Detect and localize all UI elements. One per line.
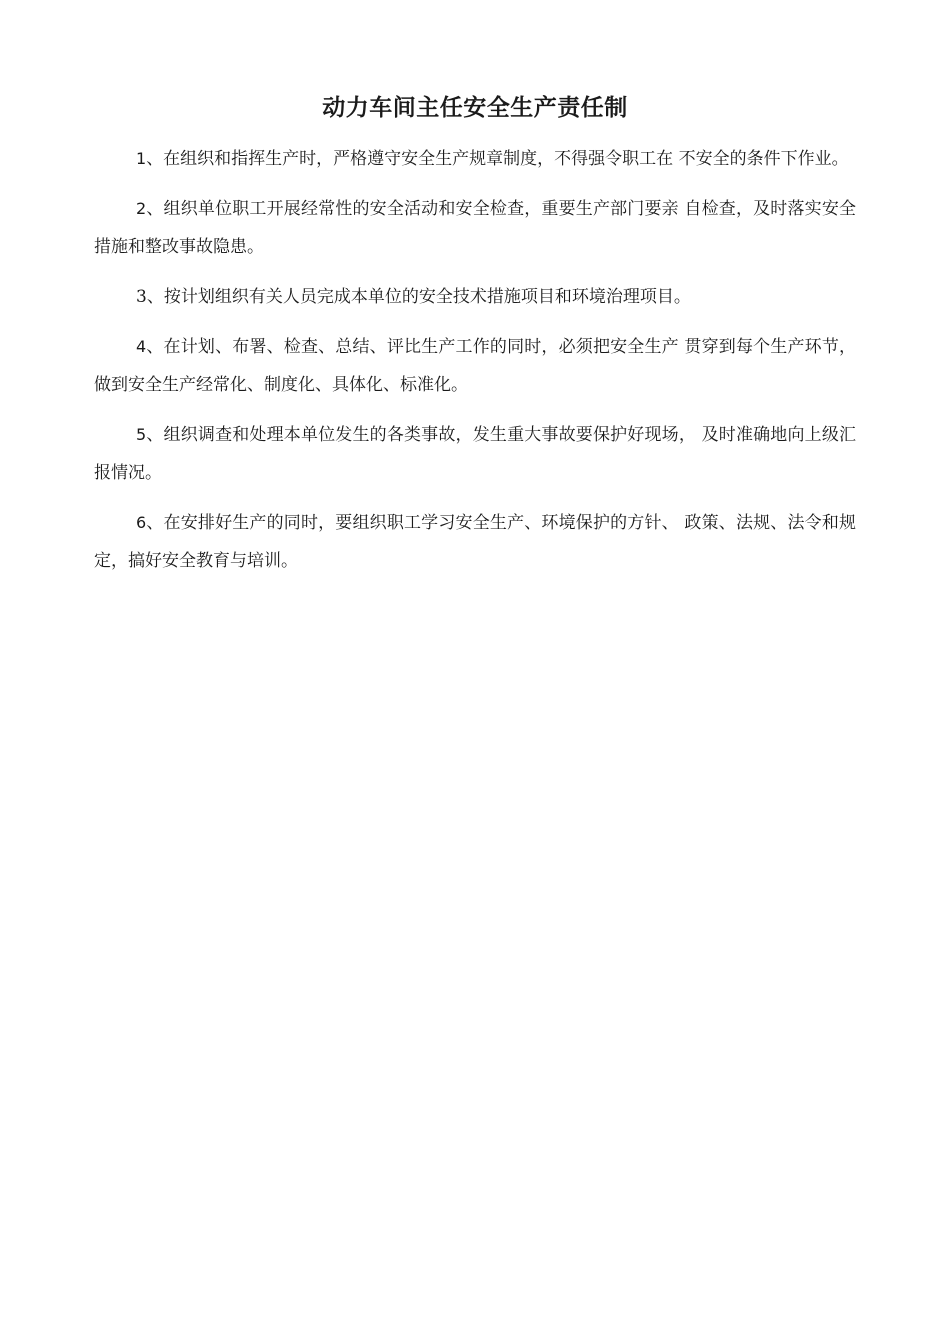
paragraph-5 <box>94 416 856 492</box>
document-title: 动力车间主任安全生产责任制 <box>322 95 628 121</box>
paragraph-text: 、组织单位职工开展经常性的安全活动和安全检查，重要生产部门要亲 自检查，及时落实安全措施和整改事故隐患。 <box>94 199 856 257</box>
paragraph-2 <box>94 190 856 266</box>
paragraph-number: 5 <box>136 425 147 444</box>
paragraph-1 <box>94 140 856 178</box>
paragraph-3 <box>94 278 856 316</box>
paragraph-4 <box>94 328 856 404</box>
paragraph-text: 、在计划、布署、检查、总结、评比生产工作的同时，必须把安全生产 贯穿到每个生产环节，做到安全生产经常化、制度化、具体化、标准化。 <box>94 337 856 395</box>
paragraph-text: 、在安排好生产的同时，要组织职工学习安全生产、环境保护的方针、 政策、法规、法令和规定，搞好安全教育与培训。 <box>94 513 856 571</box>
paragraph-number: 1 <box>136 149 147 168</box>
paragraph-number: 3 <box>136 287 147 307</box>
paragraph-6 <box>94 504 856 580</box>
paragraph-text: 、按计划组织有关人员完成本单位的安全技术措施项目和环境治理项目。 <box>146 287 691 307</box>
paragraph-text: 、在组织和指挥生产时，严格遵守安全生产规章制度，不得强令职工在 不安全的条件下作业。 <box>146 149 849 169</box>
paragraph-text: 、组织调查和处理本单位发生的各类事故，发生重大事故要保护好现场， 及时准确地向上级汇报情况。 <box>94 425 856 483</box>
paragraph-number: 4 <box>136 337 147 356</box>
paragraph-number: 2 <box>136 199 147 218</box>
document-body <box>94 140 856 592</box>
paragraph-number: 6 <box>136 513 147 532</box>
